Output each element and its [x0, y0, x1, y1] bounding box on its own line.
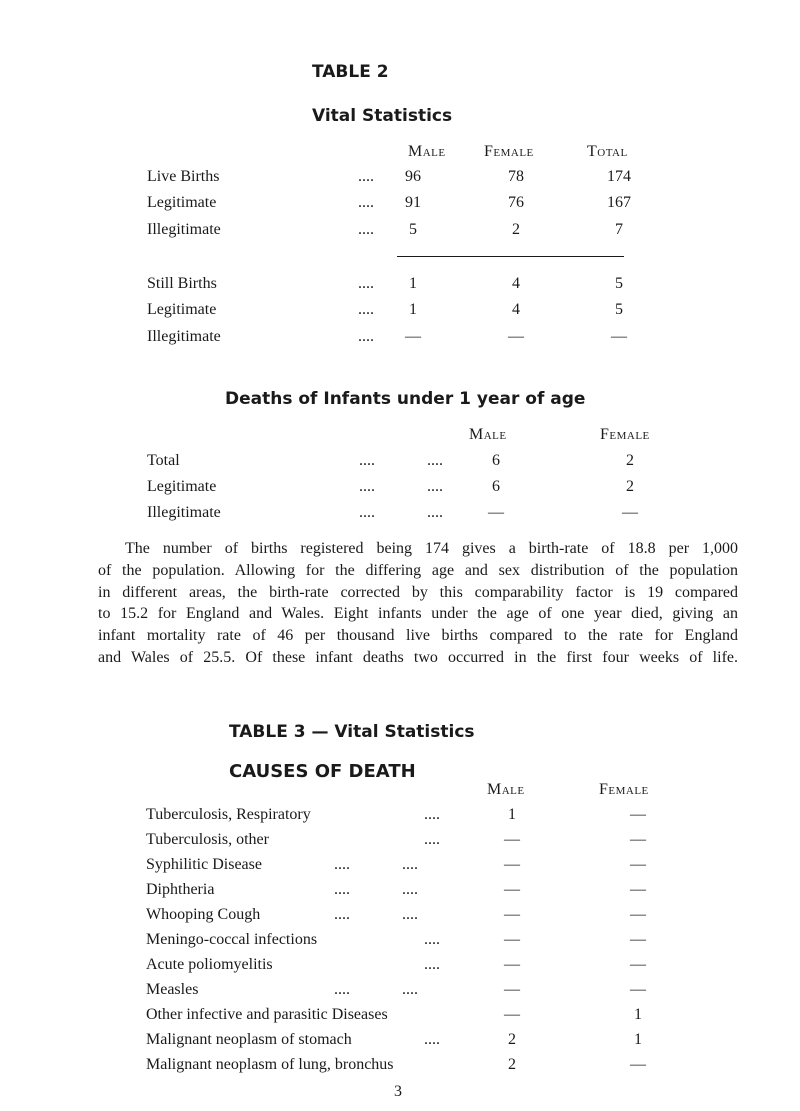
leader-dots: .... — [359, 452, 375, 469]
leader-dots: .... .... — [334, 906, 418, 923]
total-value: 7 — [615, 221, 623, 238]
table3-subtitle: CAUSES OF DEATH — [229, 761, 416, 782]
male-value: — — [504, 906, 520, 923]
leader-dots: .... .... — [334, 856, 418, 873]
paragraph-line: to 15.2 for England and Wales. Eight infants under the age of one year died, giving an — [98, 605, 738, 623]
male-value: — — [504, 831, 520, 848]
female-value: — — [630, 881, 646, 898]
male-value: 1 — [508, 806, 516, 823]
leader-dots: .... — [358, 328, 374, 345]
female-value: 4 — [512, 275, 520, 292]
row-label: Still Births — [147, 275, 217, 292]
table2-col-male: Male — [408, 143, 446, 160]
male-value: — — [504, 856, 520, 873]
female-value: 2 — [626, 452, 634, 469]
table2-subtitle: Vital Statistics — [312, 106, 453, 126]
male-value: 5 — [409, 221, 417, 238]
female-value: 78 — [508, 168, 524, 185]
row-label: Diphtheria — [146, 881, 215, 898]
leader-dots: .... — [358, 194, 374, 211]
female-value: — — [630, 931, 646, 948]
leader-dots: .... — [424, 931, 440, 948]
leader-dots: .... — [424, 831, 440, 848]
total-value: 174 — [607, 168, 631, 185]
male-value: — — [504, 1006, 520, 1023]
table2-col-female: Female — [484, 143, 534, 160]
male-value: 6 — [492, 478, 500, 495]
female-value: — — [630, 906, 646, 923]
female-value: — — [630, 831, 646, 848]
total-value: 5 — [615, 275, 623, 292]
row-label: Live Births — [147, 168, 220, 185]
row-label: Malignant neoplasm of stomach — [146, 1031, 352, 1048]
leader-dots: .... .... — [334, 881, 418, 898]
row-label: Syphilitic Disease — [146, 856, 262, 873]
male-value: — — [504, 981, 520, 998]
row-label: Tuberculosis, Respiratory — [146, 806, 311, 823]
row-label: Illegitimate — [147, 221, 221, 238]
row-label: Total — [147, 452, 180, 469]
divider-line — [397, 256, 624, 257]
table2-col-total: Total — [587, 143, 628, 160]
female-value: — — [630, 956, 646, 973]
row-label: Acute poliomyelitis — [146, 956, 273, 973]
row-label: Measles — [146, 981, 199, 998]
male-value: — — [504, 931, 520, 948]
leader-dots: .... — [358, 301, 374, 318]
leader-dots: .... — [358, 275, 374, 292]
infants-title: Deaths of Infants under 1 year of age — [225, 389, 586, 409]
male-value: 6 — [492, 452, 500, 469]
leader-dots: .... .... — [334, 981, 418, 998]
table2-title: TABLE 2 — [312, 62, 389, 82]
leader-dots: .... — [359, 478, 375, 495]
row-label: Meningo-coccal infections — [146, 931, 318, 948]
male-value: — — [405, 328, 421, 345]
male-value: 2 — [508, 1031, 516, 1048]
male-value: 96 — [405, 168, 421, 185]
female-value: 76 — [508, 194, 524, 211]
infants-col-female: Female — [600, 426, 650, 443]
male-value: 2 — [508, 1056, 516, 1073]
female-value: 4 — [512, 301, 520, 318]
male-value: 1 — [409, 301, 417, 318]
body-paragraph — [98, 538, 738, 669]
paragraph-line: The number of births registered being 174 gives a birth-rate of 18.8 per 1,000 — [125, 540, 738, 557]
table3-col-male: Male — [487, 781, 525, 798]
female-value: 1 — [634, 1031, 642, 1048]
leader-dots: .... — [427, 452, 443, 469]
female-value: 2 — [512, 221, 520, 238]
row-label: Malignant neoplasm of lung, bronchus — [146, 1056, 394, 1073]
male-value: 1 — [409, 275, 417, 292]
table3-title: TABLE 3 — Vital Statistics — [229, 722, 475, 742]
leader-dots: .... — [358, 221, 374, 238]
male-value: — — [504, 956, 520, 973]
paragraph-line: infant mortality rate of 46 per thousand live births compared to the rate for England — [98, 627, 738, 645]
leader-dots: .... — [424, 1031, 440, 1048]
leader-dots: .... — [424, 806, 440, 823]
leader-dots: .... — [427, 504, 443, 521]
female-value: — — [622, 504, 638, 521]
row-label: Legitimate — [147, 478, 217, 495]
female-value: — — [630, 981, 646, 998]
male-value: 91 — [405, 194, 421, 211]
male-value: — — [504, 881, 520, 898]
row-label: Illegitimate — [147, 504, 221, 521]
row-label: Legitimate — [147, 194, 217, 211]
total-value: 167 — [607, 194, 631, 211]
infants-col-male: Male — [469, 426, 507, 443]
row-label: Whooping Cough — [146, 906, 261, 923]
female-value: — — [508, 328, 524, 345]
total-value: — — [611, 328, 627, 345]
paragraph-line: of the population. Allowing for the differing age and sex distribution of the population — [98, 561, 738, 579]
leader-dots: .... — [427, 478, 443, 495]
leader-dots: .... — [358, 168, 374, 185]
total-value: 5 — [615, 301, 623, 318]
female-value: — — [630, 806, 646, 823]
paragraph-line: and Wales of 25.5. Of these infant deaths two occurred in the first four weeks of life. — [98, 648, 738, 666]
row-label: Illegitimate — [147, 328, 221, 345]
row-label: Legitimate — [147, 301, 217, 318]
table3-col-female: Female — [599, 781, 649, 798]
female-value: 1 — [634, 1006, 642, 1023]
female-value: — — [630, 1056, 646, 1073]
male-value: — — [488, 504, 504, 521]
leader-dots: .... — [424, 956, 440, 973]
row-label: Tuberculosis, other — [146, 831, 269, 848]
female-value: 2 — [626, 478, 634, 495]
page-number: 3 — [394, 1083, 402, 1100]
row-label: Other infective and parasitic Diseases — [146, 1006, 388, 1023]
paragraph-line: in different areas, the birth-rate corrected by this comparability factor is 19 compared — [98, 583, 738, 601]
leader-dots: .... — [359, 504, 375, 521]
female-value: — — [630, 856, 646, 873]
